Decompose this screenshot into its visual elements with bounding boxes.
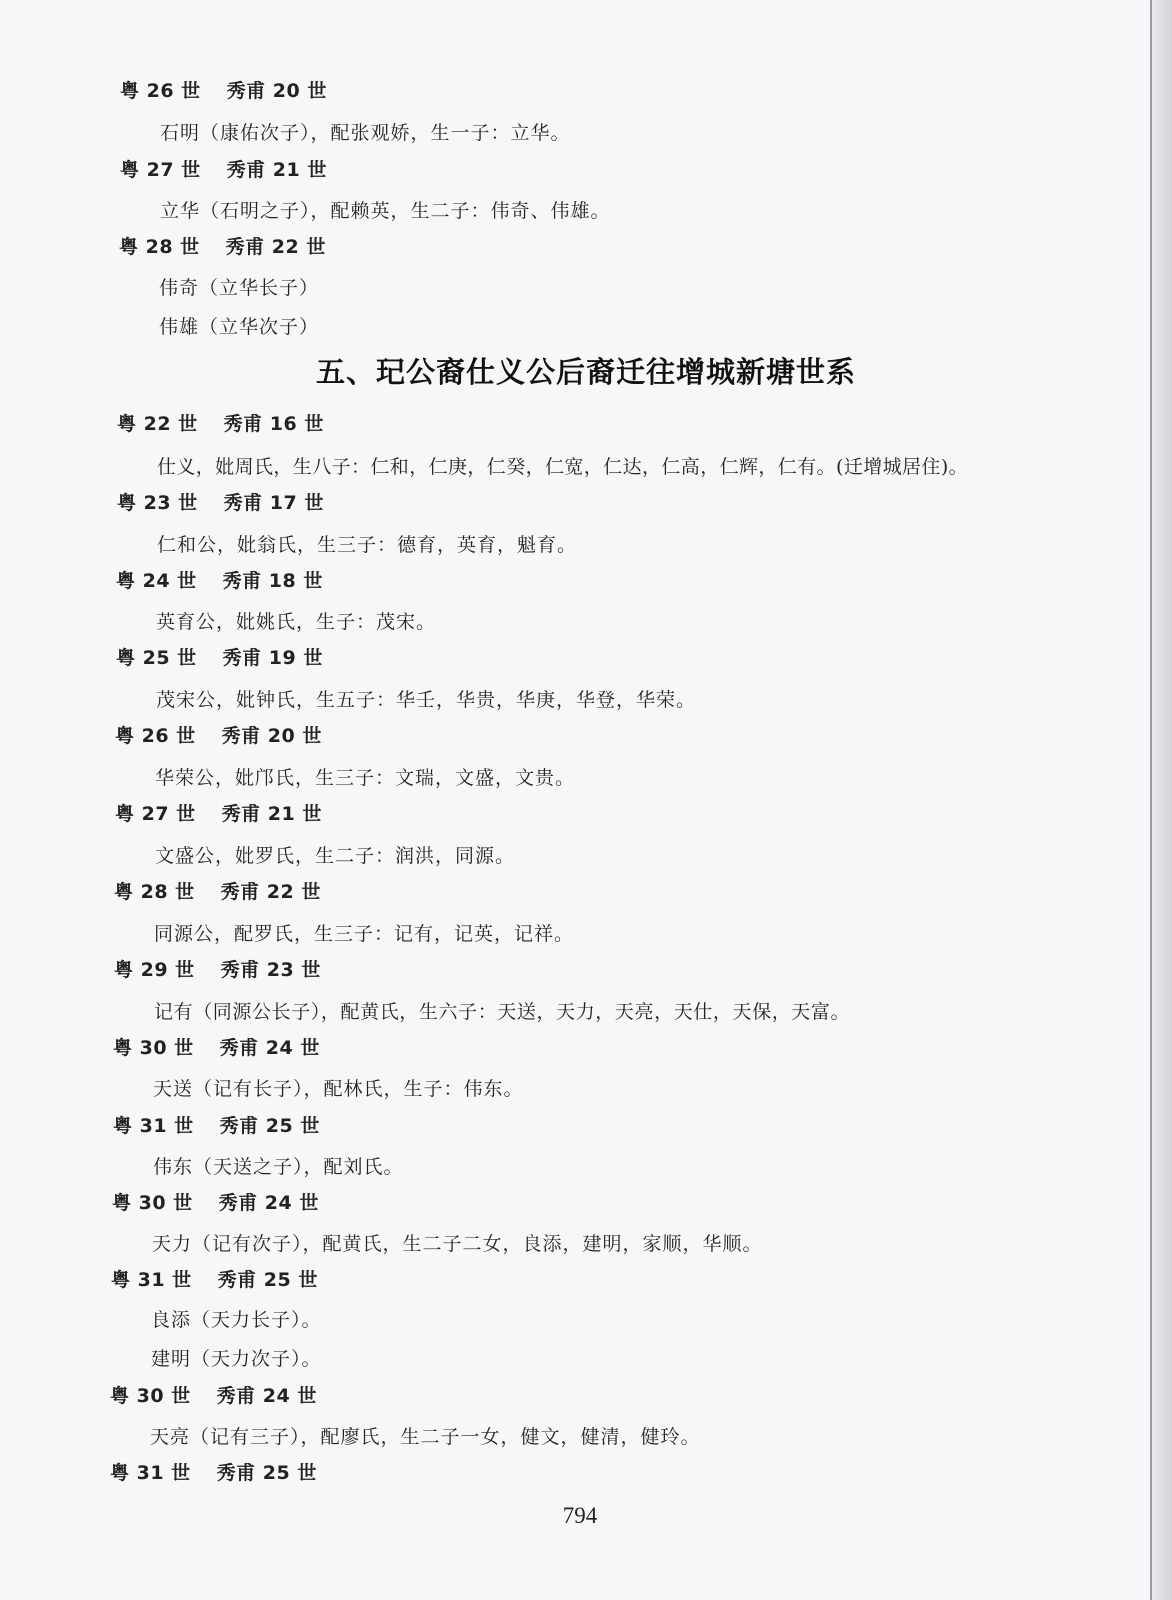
genealogy-entry: 天亮（记有三子），配廖氏，生二子一女，健文，健清，健玲。 — [150, 1426, 701, 1448]
generation-heading — [117, 488, 324, 515]
yue-generation: 粤 29 世 — [114, 959, 195, 981]
generation-heading — [110, 1458, 317, 1485]
xiufu-generation: 秀甫 21 世 — [221, 803, 322, 825]
yue-generation: 粤 30 世 — [110, 1385, 191, 1407]
xiufu-generation: 秀甫 24 世 — [219, 1037, 320, 1059]
yue-generation: 粤 24 世 — [116, 570, 197, 592]
generation-heading — [116, 643, 323, 670]
page-number: 794 — [562, 1503, 598, 1528]
yue-generation: 粤 23 世 — [117, 492, 198, 514]
xiufu-generation: 秀甫 25 世 — [219, 1115, 320, 1137]
yue-generation: 粤 28 世 — [114, 881, 195, 903]
genealogy-entry: 伟雄（立华次子） — [159, 316, 320, 338]
genealogy-entry: 同源公，配罗氏，生三子：记有，记英，记祥。 — [154, 923, 575, 945]
xiufu-generation: 秀甫 24 世 — [218, 1192, 319, 1214]
generation-heading — [110, 1381, 317, 1408]
yue-generation: 粤 28 世 — [119, 236, 200, 258]
genealogy-entry: 记有（同源公长子），配黄氏，生六子：天送，天力，天亮，天仕，天保，天富。 — [154, 1001, 851, 1023]
generation-heading — [113, 1033, 320, 1060]
yue-generation: 粤 26 世 — [115, 725, 196, 747]
yue-generation: 粤 27 世 — [120, 159, 201, 181]
generation-heading — [114, 955, 321, 982]
genealogy-entry: 文盛公，妣罗氏，生二子：润洪，同源。 — [155, 845, 516, 867]
xiufu-generation: 秀甫 20 世 — [226, 80, 327, 102]
genealogy-entry: 天送（记有长子），配林氏，生子：伟东。 — [153, 1078, 524, 1100]
xiufu-generation: 秀甫 17 世 — [223, 492, 324, 514]
xiufu-generation: 秀甫 18 世 — [222, 570, 323, 592]
yue-generation: 粤 25 世 — [116, 647, 197, 669]
yue-generation: 粤 31 世 — [111, 1269, 192, 1291]
xiufu-generation: 秀甫 20 世 — [221, 725, 322, 747]
xiufu-generation: 秀甫 24 世 — [216, 1385, 317, 1407]
yue-generation: 粤 27 世 — [115, 803, 196, 825]
xiufu-generation: 秀甫 25 世 — [217, 1269, 318, 1291]
yue-generation: 粤 31 世 — [113, 1115, 194, 1137]
genealogy-entry: 良添（天力长子）。 — [151, 1309, 322, 1331]
genealogy-entry: 仕义，妣周氏，生八子：仁和，仁庚，仁癸，仁宽，仁达，仁高，仁辉，仁有。(迁增城居住)。 — [157, 456, 969, 478]
genealogy-entry: 天力（记有次子），配黄氏，生二子二女，良添，建明，家顺，华顺。 — [152, 1233, 763, 1255]
yue-generation: 粤 30 世 — [112, 1192, 193, 1214]
genealogy-entry: 华荣公，妣邝氏，生三子：文瑞，文盛，文贵。 — [155, 767, 576, 789]
genealogy-entry: 伟奇（立华长子） — [159, 277, 320, 299]
genealogy-entry: 仁和公，妣翁氏，生三子：德育，英育，魁育。 — [157, 534, 578, 556]
xiufu-generation: 秀甫 16 世 — [223, 413, 324, 435]
generation-heading — [120, 155, 327, 182]
genealogy-entry: 建明（天力次子）。 — [151, 1348, 322, 1370]
generation-heading — [115, 799, 322, 826]
yue-generation: 粤 26 世 — [120, 80, 201, 102]
genealogy-entry: 立华（石明之子），配赖英，生二子：伟奇、伟雄。 — [160, 200, 611, 222]
xiufu-generation: 秀甫 25 世 — [216, 1462, 317, 1484]
xiufu-generation: 秀甫 21 世 — [226, 159, 327, 181]
generation-heading — [112, 1188, 319, 1215]
genealogy-entry: 英育公，妣姚氏，生子：茂宋。 — [156, 611, 437, 633]
generation-heading — [116, 566, 323, 593]
genealogy-entry: 茂宋公，妣钟氏，生五子：华壬，华贵，华庚，华登，华荣。 — [156, 689, 697, 711]
generation-heading — [114, 877, 321, 904]
generation-heading — [120, 76, 327, 103]
yue-generation: 粤 22 世 — [117, 413, 198, 435]
page-edge — [1152, 0, 1172, 1600]
xiufu-generation: 秀甫 22 世 — [220, 881, 321, 903]
genealogy-entry: 石明（康佑次子），配张观娇，生一子：立华。 — [160, 122, 571, 144]
generation-heading — [115, 721, 322, 748]
xiufu-generation: 秀甫 22 世 — [225, 236, 326, 258]
yue-generation: 粤 31 世 — [110, 1462, 191, 1484]
generation-heading — [117, 409, 324, 436]
xiufu-generation: 秀甫 23 世 — [220, 959, 321, 981]
xiufu-generation: 秀甫 19 世 — [222, 647, 323, 669]
generation-heading — [111, 1265, 318, 1292]
yue-generation: 粤 30 世 — [113, 1037, 194, 1059]
section-title: 五、玘公裔仕义公后裔迁往增城新塘世系 — [315, 355, 856, 389]
genealogy-entry: 伟东（天送之子），配刘氏。 — [153, 1156, 404, 1178]
generation-heading — [113, 1111, 320, 1138]
generation-heading — [119, 232, 326, 259]
